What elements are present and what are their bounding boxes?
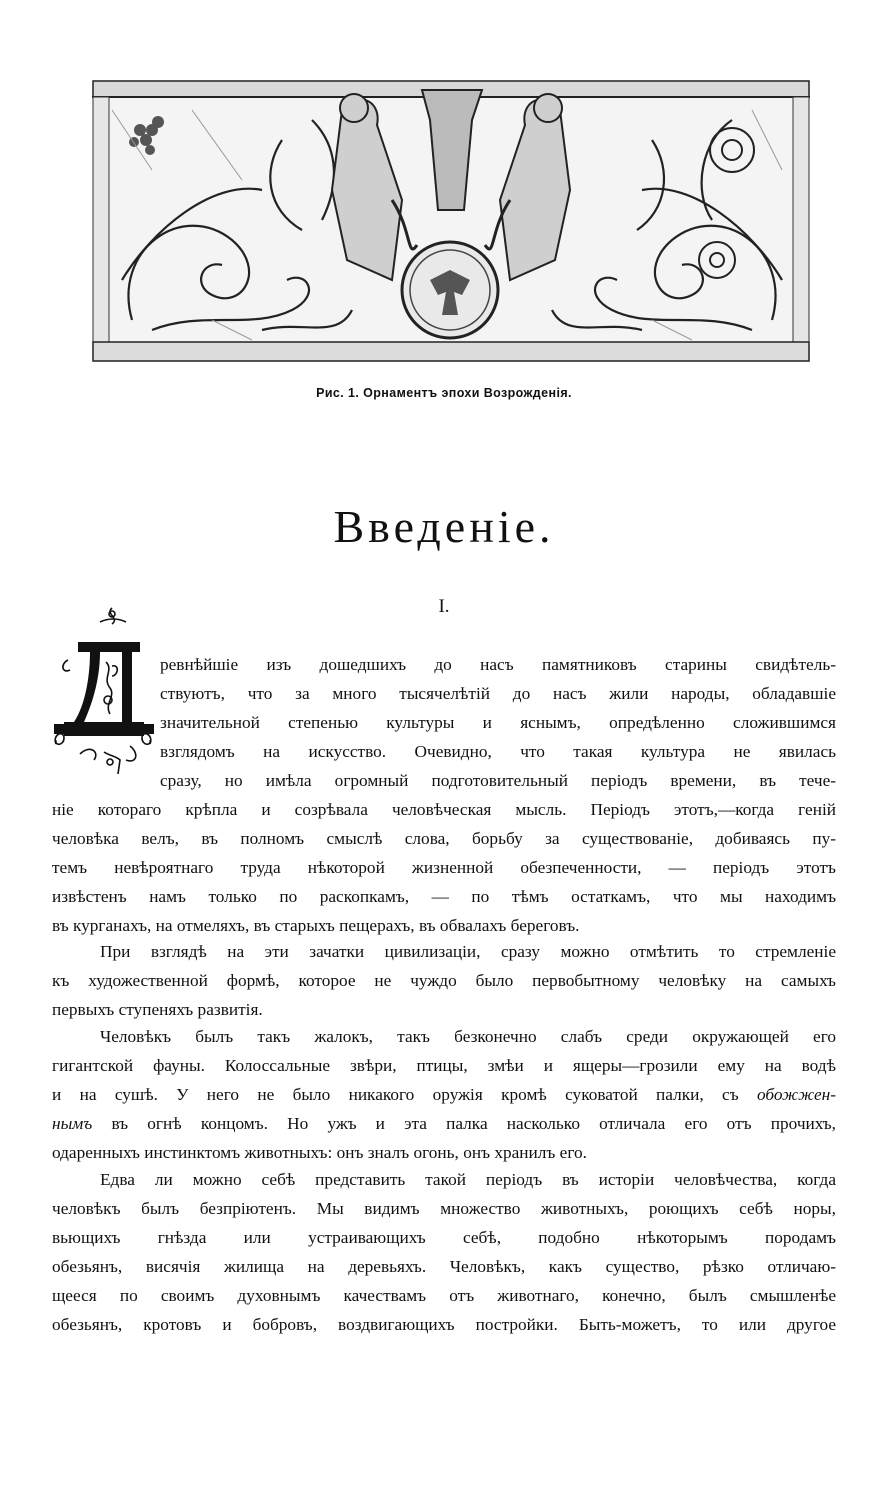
text-line: обезьянъ, кротовъ и бобровъ, воздвигающихъ постройки. Быть-можетъ, то или другое	[52, 1315, 836, 1334]
ornamental-initial-icon	[50, 604, 156, 776]
text-line: щееся по своимъ духовнымъ качествамъ отъ животнаго, конечно, былъ смышленѣе	[52, 1286, 836, 1305]
text-span: въ огнѣ концомъ. Но ужъ и эта палка насколько отличала его отъ прочихъ,	[92, 1114, 836, 1133]
text-line: взглядомъ на искусство. Очевидно, что такая культура не явилась	[160, 742, 836, 761]
text-line: гигантской фауны. Колоссальные звѣри, птицы, змѣи и ящеры—грозили ему на водѣ	[52, 1056, 836, 1075]
text-line: человѣкъ былъ безпріютенъ. Мы видимъ множество животныхъ, роющихъ себѣ норы,	[52, 1199, 836, 1218]
text-line: извѣстенъ намъ только по раскопкамъ, — по тѣмъ остаткамъ, что мы находимъ	[52, 887, 836, 906]
text-line: ствуютъ, что за много тысячелѣтій до насъ жили народы, обладавшіе	[160, 684, 836, 703]
text-line: Человѣкъ былъ такъ жалокъ, такъ безконечно слабъ среди окружающей его	[100, 1027, 836, 1046]
ornament-illustration	[92, 80, 810, 362]
text-line: ніе котораго крѣпла и созрѣвала человѣческая мысль. Періодъ этотъ,—когда геній	[52, 800, 836, 819]
renaissance-ornament-icon	[92, 80, 810, 362]
dropcap-ornament	[50, 604, 156, 776]
italic-text: обожжен-	[756, 1085, 836, 1104]
section-number: I.	[438, 596, 450, 617]
text-line: въ курганахъ, на отмеляхъ, въ старыхъ пещерахъ, въ обвалахъ береговъ.	[52, 916, 580, 935]
text-line	[52, 1110, 836, 1139]
text-line: обезьянъ, висячія жилища на деревьяхъ. Человѣкъ, какъ существо, рѣзко отличаю-	[52, 1257, 836, 1276]
text-line: При взглядѣ на эти зачатки цивилизаціи, сразу можно отмѣтить то стремленіе	[100, 942, 836, 961]
italic-text: нымъ	[52, 1114, 93, 1133]
text-line: значительной степенью культуры и яснымъ, опредѣленно сложившимся	[160, 713, 836, 732]
text-line: ревнѣйшіе изъ дошедшихъ до насъ памятниковъ старины свидѣтель-	[160, 655, 836, 674]
text-line	[52, 1081, 836, 1110]
text-line: сразу, но имѣла огромный подготовительный періодъ времени, въ тече-	[160, 771, 836, 790]
text-line: темъ невѣроятнаго труда нѣкоторой жизненной обезпеченности, — періодъ этотъ	[52, 858, 836, 877]
text-span: и на сушѣ. У него не было никакого оружія кромѣ суковатой палки, съ	[52, 1085, 739, 1104]
text-line: къ художественной формѣ, которое не чуждо было первобытному человѣку на самыхъ	[52, 971, 836, 990]
page-title: Введеніе.	[333, 501, 555, 552]
text-line: первыхъ ступеняхъ развитія.	[52, 1000, 263, 1019]
text-line: одаренныхъ инстинктомъ животныхъ: онъ зналъ огонь, онъ хранилъ его.	[52, 1143, 587, 1162]
figure-caption: Рис. 1. Орнаментъ эпохи Возрожденія.	[316, 386, 572, 400]
text-line: вьющихъ гнѣзда или устраивающихъ себѣ, подобно нѣкоторымъ породамъ	[52, 1228, 836, 1247]
text-line: Едва ли можно себѣ представить такой періодъ въ исторіи человѣчества, когда	[100, 1170, 836, 1189]
text-line: человѣка велъ, въ полномъ смыслѣ слова, борьбу за существованіе, добиваясь пу-	[52, 829, 836, 848]
